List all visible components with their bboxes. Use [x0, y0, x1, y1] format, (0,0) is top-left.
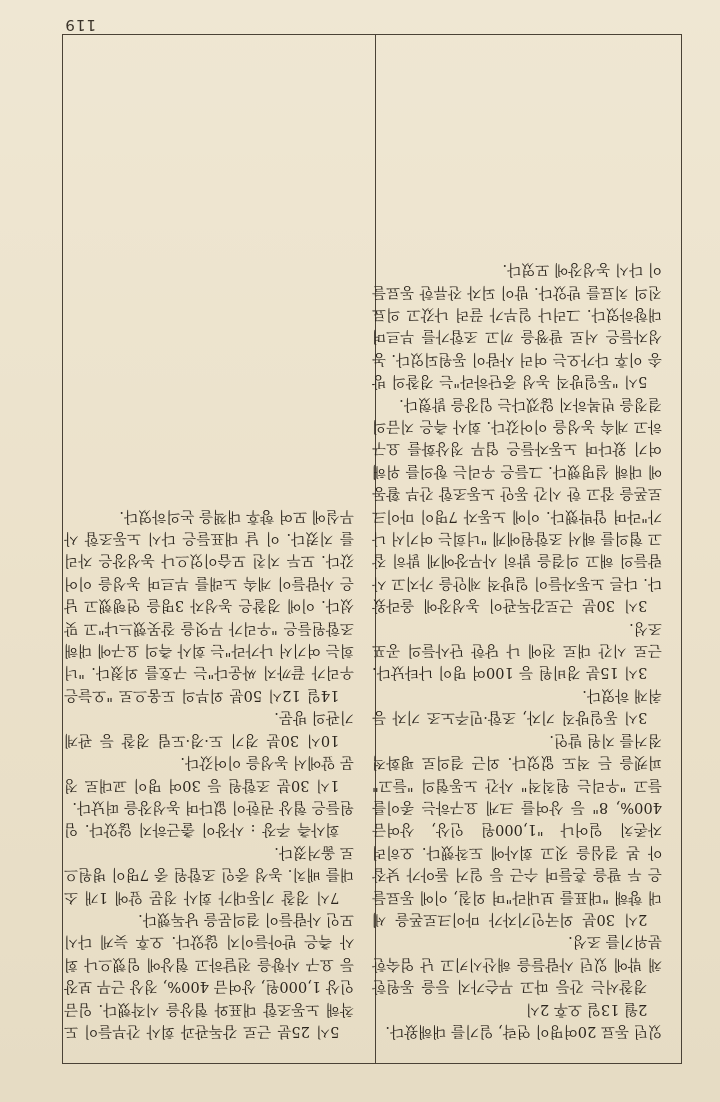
paragraph: 3시 동일방직 기자, 조합·민주노조 기자 등 취재 하였다.	[372, 686, 662, 727]
paragraph: 5시 "동일방직 농성 중단하라"는 경찰의 방송 이후 다가오는 여러 사람이 동원되었다. 농성자들은 서로 팔짱을 끼고 조합가를 부르며 대항하였다. 그러나 일부가 끌려 나갔고 의료진의 치료를 받았다. 밤이 되자 잔류한 동료들이 다시 농성장에 모였다.	[372, 261, 662, 391]
right-column	[64, 504, 354, 1042]
paragraph: 14일 12시 50분 외부의 도움으로 "오늘은 우리가 끝까지 싸운다"는 구호를 외쳤다. "너희는 여기서 나가라"는 회사 측의 요구에 대해 조합원들은 "우리가 무엇을 잘못했느냐"고 맞섰다. 이에 경찰은 농성자 3명을 연행했고 남은 사람들이 계속 노래를 부르며 농성을 이어갔다. 모두 지친 모습이었으나 농성장은 자리를 지켰다. 이 날 대표들은 다시 노동조합 사무실에 모여 향후 대책을 논의하였다.	[64, 507, 354, 704]
paragraph: 3시 30분 근로감독관이 농성장에 올라왔다. 다른 노동자들이 일방적 제안을 가지고 사람들의 해고 의결을 밝히 사무장에게 밝히 잡고 협의를 해서 조합원에게 "너희는 여기서 나가"라며 압박했다. 이에 노동자 7명이 마이크로폰을 잡고 한 시간 동안 노동조합 간부 활동에 대해 설명했다. 그들은 우리는 항의를 위해 여기 왔다며 노동자들은 업무 정상화를 요구하고 계속 농성을 이어갔다. 회사 측은 지금의 결정을 번복하지 않겠다는 입장을 밝혔다.	[372, 395, 662, 615]
paragraph: 1시 30분 조합원 등 30여 명이 교대로 정문 앞에서 농성을 이어갔다.	[64, 754, 354, 794]
paragraph: 있던 동료 20여명이 연락, 일기를 대해왔다.	[385, 1023, 662, 1040]
paragraph: 3시 15분 경비원 등 100여 명이 나타났다. 근로 시간 대로 전에 나 당한 단사들의 공포 조성.	[372, 619, 662, 682]
time-heading: 2월 13일 오후 2시	[525, 1000, 648, 1018]
left-column	[372, 258, 662, 1042]
paragraph: 5시 25분 근로 감독관과 회사 간부들이 도착해 노동조합 대표와 협상을 시작했다. 임금인상 1,000원, 상여금 400%, 정상 근무 보장 등 요구 사항을 전달하고 협상에 임했으나 회사 측은 받아들이지 않았다. 오후 늦게 다시 모인 사람들이 결의문을 낭독했다.	[64, 910, 354, 1040]
paragraph: 10시 30분 경기 도·경·도립 경찰 등 관계 기관의 방문.	[64, 709, 354, 749]
paragraph: 경찰서는 간등 따고 무슨가지 등을 동원한 채 밖에 있던 사람들을 해산시키고 난 엄숙한 분위기를 조성.	[372, 933, 662, 996]
paragraph: 7시 경찰 기동대가 회사 정문 앞에 1개 소대를 배치. 농성 중인 조합원 중 7명이 병원으로 옮겨졌다.	[64, 843, 354, 906]
page-number: 119	[64, 16, 96, 34]
paragraph: 회사측 주장 : 사장이 출근하지 않았다. 임원들은 협상 권한이 없다며 농성장을 떠났다.	[64, 798, 354, 839]
paragraph: 2시 30분 외국인기자가 마이크로폰을 세 대 향해 "대표를 보내라"며 외칠, 이에 동료들은 두 팔을 흔들며 수근 등 일거 돌아가 낮잡아 본 결심을 짓고 회사에 도착했다. 오히려 자존치 일어나 "1,000원 인상, 상여금 400%, 8" 등 상여를 크게 요구하는 종이를 들고 "우리는 원칙적" 사간 노동협의 "들고" 피켓을 든 적도 없었다. 외근 결의로 평화적 점거를 지원 발언.	[372, 731, 662, 928]
